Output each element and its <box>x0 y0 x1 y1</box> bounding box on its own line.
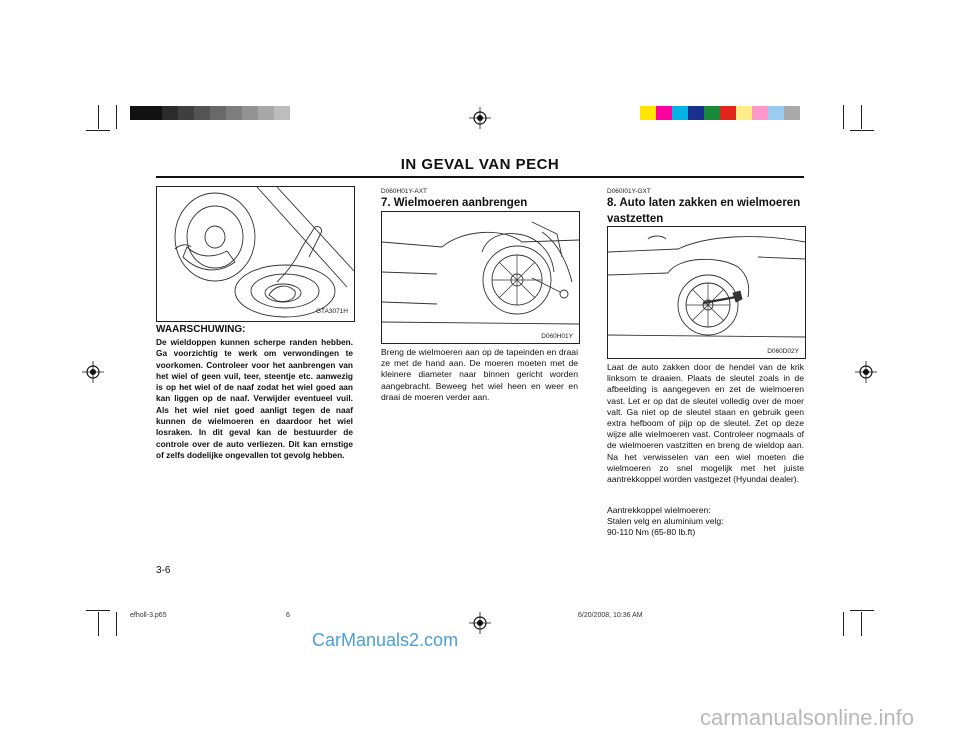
calibration-swatch <box>274 106 290 120</box>
wrench-drawing <box>608 227 805 358</box>
crop-mark <box>116 105 117 129</box>
calibration-swatch <box>784 106 800 120</box>
calibration-swatch <box>768 106 784 120</box>
crop-mark <box>850 610 874 611</box>
crop-mark <box>98 612 99 636</box>
calibration-swatch <box>130 106 146 120</box>
wheel-nuts-drawing <box>382 212 579 343</box>
section-code: D060I01Y-GXT <box>607 188 651 195</box>
calibration-swatch <box>242 106 258 120</box>
calibration-swatch <box>226 106 242 120</box>
torque-line: Stalen velg en aluminium velg: <box>607 516 724 526</box>
footer-page: 6 <box>286 612 290 619</box>
watermark-right: carmanualsonline.info <box>700 705 915 730</box>
calibration-swatch <box>640 106 656 120</box>
torque-title: Aantrekkoppel wielmoeren: <box>607 505 711 515</box>
color-calibration-bar <box>640 106 800 120</box>
registration-mark-icon <box>469 107 491 129</box>
calibration-swatch <box>704 106 720 120</box>
registration-mark-icon <box>469 612 491 634</box>
section-text: Laat de auto zakken door de hendel van de krik linksom te draaien. Plaats de sleutel zoals in de afbeelding is aangegeven en zet de wielmoeren vast. Let er op dat de sleutel volledig over de moer valt. Ga niet op de sleutel staan en gebruik geen extra hefboom of pijp op de sleutel. Zet op deze wijze alle wielmoeren vast. Controleer nogmaals of de wielmoeren vastzitten en breng de wieldop aan. Na het verwisselen van een wiel moeten die wielmoeren zo snel mogelijk met het juiste aantrekkoppel worden vastgezet (Hyundai dealer). <box>607 362 804 485</box>
calibration-swatch <box>162 106 178 120</box>
calibration-swatch <box>194 106 210 120</box>
warning-text: De wieldoppen kunnen scherpe randen hebben. Ga voorzichtig te werk om verwondingen te voorkomen. Controleer voor het aanbrengen van het wiel of geen vuil, teer, steentje etc. aanwezig is op het wiel of de naaf zodat het wiel goed aan kan liggen op de naaf. Verwijder eventueel vuil. Als het wiel niet goed aanligt tegen de naaf kunnen de wielmoeren en daardoor het wiel losraken. In dit geval kan de bestuurder de controle over de auto verliezen. Dit kan ernstige of zelfs dodelijke ongevallen tot gevolg hebben. <box>156 337 353 460</box>
crop-mark <box>843 105 844 129</box>
calibration-swatch <box>258 106 274 120</box>
section-heading: 7. Wielmoeren aanbrengen <box>381 197 528 209</box>
crop-mark <box>116 612 117 636</box>
footer-file: efholl-3.p65 <box>130 612 167 619</box>
calibration-swatch <box>752 106 768 120</box>
section-text: Breng de wielmoeren aan op de tapeinden en draai ze met de hand aan. De moeren moeten met de kleinere diameter naar binnen gericht worden aangebracht. Beweeg het wiel heen en weer en draai de moeren verder aan. <box>381 347 578 402</box>
calibration-swatch <box>720 106 736 120</box>
install-nuts-illustration <box>381 211 580 344</box>
tighten-nuts-illustration <box>607 226 806 359</box>
figure-label: D060H01Y <box>541 333 573 340</box>
watermark-left: CarManuals2.com <box>312 630 459 650</box>
crop-mark <box>98 105 99 129</box>
crop-mark <box>861 612 862 636</box>
crop-mark <box>861 105 862 129</box>
section-heading: 8. Auto laten zakken en wielmoeren vastzetten <box>607 197 801 225</box>
calibration-swatch <box>736 106 752 120</box>
header-rule <box>156 176 804 178</box>
torque-value: 90-110 Nm (65-80 lb.ft) <box>607 527 696 537</box>
figure-label: D060D02Y <box>767 348 799 355</box>
wheel-cap-illustration <box>156 186 355 322</box>
wheel-cap-drawing <box>157 187 354 321</box>
calibration-swatch <box>672 106 688 120</box>
calibration-swatch <box>178 106 194 120</box>
registration-mark-icon <box>82 361 104 383</box>
crop-mark <box>86 610 110 611</box>
footer-date: 6/20/2008, 10:36 AM <box>578 612 643 619</box>
crop-mark <box>843 612 844 636</box>
crop-mark <box>86 130 110 131</box>
calibration-swatch <box>146 106 162 120</box>
crop-mark <box>850 130 874 131</box>
calibration-swatch <box>210 106 226 120</box>
figure-label: GTA3071H <box>315 308 348 315</box>
calibration-swatch <box>656 106 672 120</box>
page-title: IN GEVAL VAN PECH <box>400 156 560 173</box>
calibration-swatch <box>688 106 704 120</box>
page-number: 3-6 <box>156 565 171 576</box>
grayscale-calibration-bar <box>130 106 290 120</box>
warning-title: WAARSCHUWING: <box>156 324 246 335</box>
section-code: D060H01Y-AXT <box>381 188 428 195</box>
registration-mark-icon <box>855 361 877 383</box>
